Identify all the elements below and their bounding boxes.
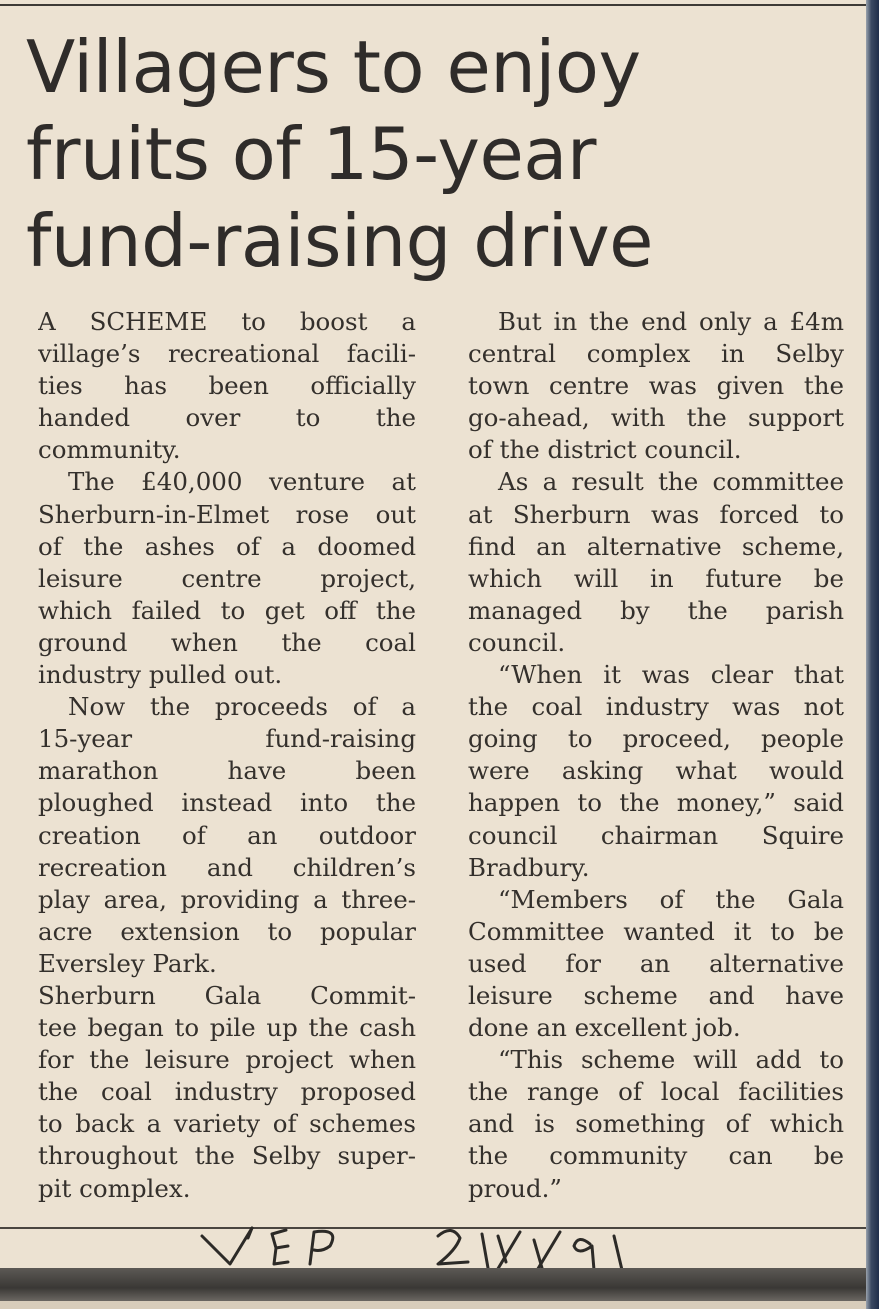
text-line: Bradbury. xyxy=(468,852,590,882)
text-line: tee began to pile up the cash xyxy=(38,1013,416,1043)
text-line: ploughed instead into the xyxy=(38,788,416,818)
text-line: throughout the Selby super- xyxy=(38,1141,416,1171)
text-line: happen to the money,” said xyxy=(468,788,844,818)
left-column-paragraph-4 xyxy=(38,980,416,1205)
text-line: “This scheme will add to xyxy=(498,1045,844,1075)
text-line: used for an alternative xyxy=(468,948,844,978)
text-line: council chairman Squire xyxy=(468,820,844,850)
text-line: town centre was given the xyxy=(468,371,844,401)
text-line: at Sherburn was forced to xyxy=(468,499,844,529)
left-column-paragraph-3 xyxy=(38,691,416,980)
text-line: the range of local facilities xyxy=(468,1077,844,1107)
text-line: which failed to get off the xyxy=(38,595,416,625)
text-line: leisure centre project, xyxy=(38,563,416,593)
text-line: Now the proceeds of a xyxy=(68,692,416,722)
text-line: the community can be xyxy=(468,1141,844,1171)
right-column-paragraph-5 xyxy=(468,1044,844,1204)
text-line: “When it was clear that xyxy=(498,660,844,690)
text-line: marathon have been xyxy=(38,756,416,786)
text-line: The £40,000 venture at xyxy=(68,467,416,497)
headline-line-3: fund-raising drive xyxy=(26,199,653,283)
text-line: for the leisure project when xyxy=(38,1045,416,1075)
text-line: of the ashes of a doomed xyxy=(38,531,416,561)
text-line: ground when the coal xyxy=(38,627,416,657)
text-line: council. xyxy=(468,627,566,657)
text-line: village’s recreational facili- xyxy=(38,339,416,369)
text-line: ties has been officially xyxy=(38,371,416,401)
text-line: Sherburn Gala Commit- xyxy=(38,980,416,1010)
bottom-paper-edge xyxy=(0,1301,866,1309)
right-column-paragraph-3 xyxy=(468,659,844,884)
text-line: and is something of which xyxy=(468,1109,844,1139)
right-column-paragraph-2 xyxy=(468,466,844,659)
text-line: A SCHEME to boost a xyxy=(38,307,416,336)
left-column-paragraph-2 xyxy=(38,466,416,691)
text-line: community. xyxy=(38,435,181,465)
text-line: the coal industry proposed xyxy=(38,1077,416,1107)
left-column-paragraph-1 xyxy=(38,306,416,466)
text-line: But in the end only a £4m xyxy=(498,307,844,336)
text-line: leisure scheme and have xyxy=(468,980,844,1010)
text-line: 15-year fund-raising xyxy=(38,724,416,754)
text-line: play area, providing a three- xyxy=(38,884,416,914)
headline-line-1: Villagers to enjoy xyxy=(26,25,641,109)
text-line: going to proceed, people xyxy=(468,724,844,754)
text-line: recreation and children’s xyxy=(38,852,416,882)
headline-line-2: fruits of 15-year xyxy=(26,112,596,196)
background-edge xyxy=(866,0,879,1309)
text-line: As a result the committee xyxy=(498,467,844,497)
text-line: done an excellent job. xyxy=(468,1013,741,1043)
text-line: handed over to the xyxy=(38,403,416,433)
text-line: acre extension to popular xyxy=(38,916,416,946)
handwritten-date-annotation xyxy=(190,1214,710,1274)
top-rule xyxy=(0,4,866,6)
text-line: pit complex. xyxy=(38,1173,191,1203)
text-line: were asking what would xyxy=(468,756,844,786)
text-line: which will in future be xyxy=(468,563,844,593)
text-line: central complex in Selby xyxy=(468,339,844,369)
text-line: the coal industry was not xyxy=(468,692,844,722)
right-column-paragraph-1 xyxy=(468,306,844,466)
right-column xyxy=(468,306,844,1205)
text-line: to back a variety of schemes xyxy=(38,1109,416,1139)
text-line: Sherburn-in-Elmet rose out xyxy=(38,499,416,529)
text-line: “Members of the Gala xyxy=(498,884,844,914)
text-line: managed by the parish xyxy=(468,595,844,625)
headline xyxy=(26,24,856,285)
text-line: find an alternative scheme, xyxy=(468,531,844,561)
text-line: Eversley Park. xyxy=(38,948,217,978)
text-line: go-ahead, with the support xyxy=(468,403,844,433)
text-line: proud.” xyxy=(468,1173,562,1203)
bottom-band xyxy=(0,1268,866,1301)
left-column xyxy=(38,306,416,1205)
text-line: creation of an outdoor xyxy=(38,820,416,850)
right-column-paragraph-4 xyxy=(468,884,844,1044)
text-line: Committee wanted it to be xyxy=(468,916,844,946)
text-line: of the district council. xyxy=(468,435,742,465)
text-line: industry pulled out. xyxy=(38,660,283,690)
